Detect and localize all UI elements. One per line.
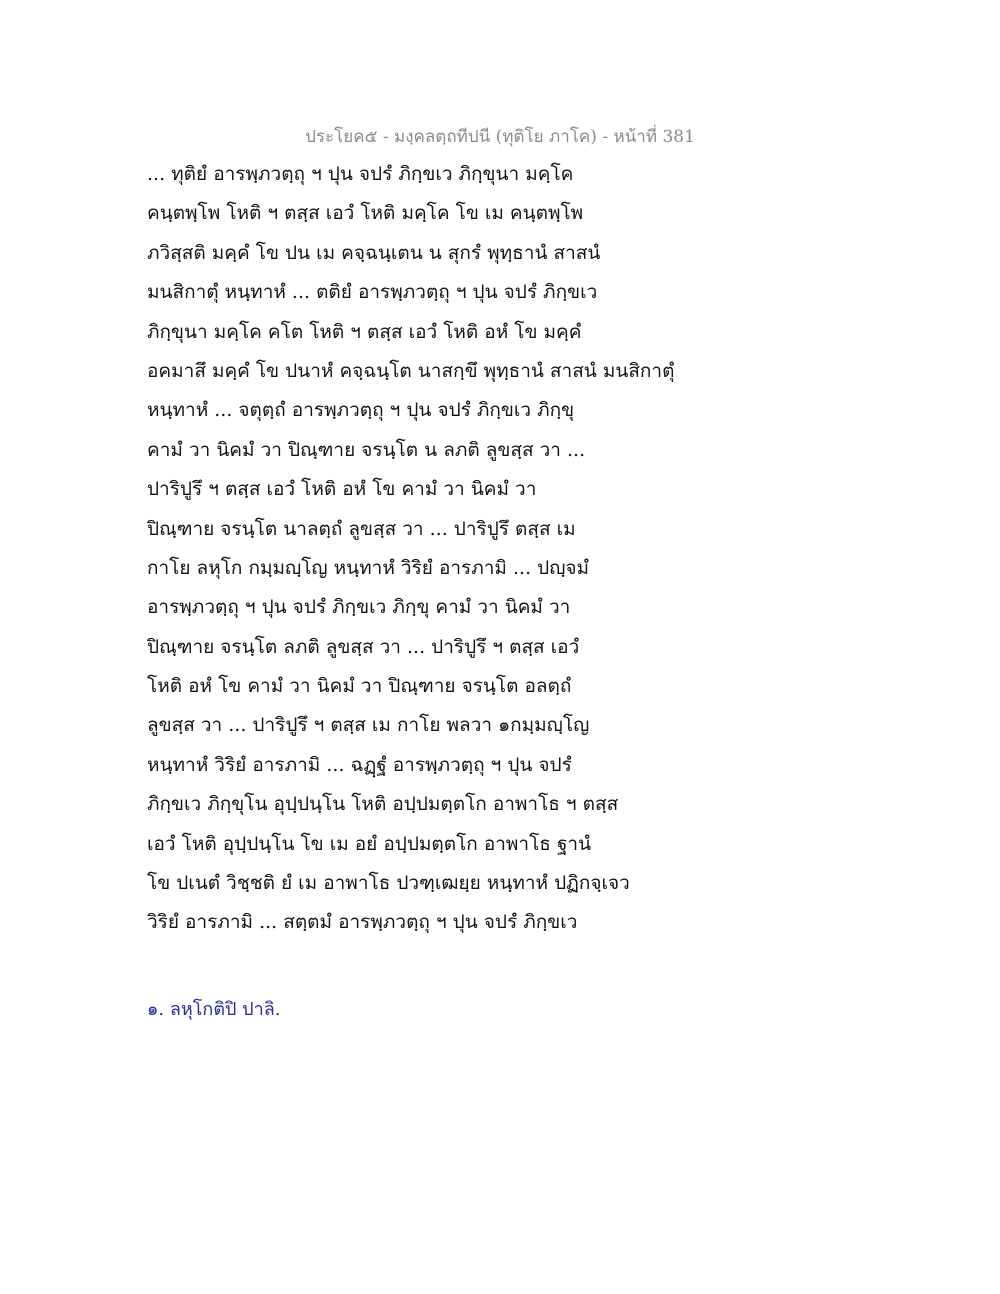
text-line: โข ปเนตํ วิชฺชติ ยํ เม อาพาโธ ปวฑฺเฒยฺย หนฺทาหํ ปฏิกจฺเจว (147, 872, 630, 895)
text-line: ภวิสฺสติ มคฺคํ โข ปน เม คจฺฉนฺเตน น สุกรํ พุทฺธานํ สาสนํ (147, 241, 601, 264)
text-line: คนฺตพฺโพ โหติ ฯ ตสฺส เอวํ โหติ มคฺโค โข เม คนฺตพฺโพ (147, 202, 584, 225)
text-line: โหติ อหํ โข คามํ วา นิคมํ วา ปิณฺฑาย จรนฺโต อลตฺถํ (147, 675, 572, 698)
text-line: ปิณฺฑาย จรนฺโต นาลตฺถํ ลูขสฺส วา ... ปาริปูรึ ตสฺส เม (147, 517, 576, 540)
text-line: ปิณฺฑาย จรนฺโต ลภติ ลูขสฺส วา ... ปาริปูรึ ฯ ตสฺส เอวํ (147, 635, 580, 658)
text-line: หนฺทาหํ วิริยํ อารภามิ ... ฉฏฺฐํ อารพฺภวตฺถุ ฯ ปุน จปรํ (147, 753, 572, 776)
text-line: อารพฺภวตฺถุ ฯ ปุน จปรํ ภิกฺขเว ภิกฺขุ คามํ วา นิคมํ วา (147, 596, 571, 619)
text-line: เอวํ โหติ อุปฺปนฺโน โข เม อยํ อปฺปมตฺตโก อาพาโธ ฐานํ (147, 832, 592, 855)
footnote-1: ๑. ลหุโกติปิ ปาลิ. (147, 999, 281, 1020)
text-line: วิริยํ อารภามิ ... สตฺตมํ อารพฺภวตฺถุ ฯ ปุน จปรํ ภิกฺขเว (147, 911, 578, 934)
body-text (147, 158, 707, 946)
page-running-header: ประโยค๕ - มงฺคลตฺถทีปนี (ทุติโย ภาโค) - หน้าที่ 381 (305, 127, 695, 147)
text-line: ภิกฺขเว ภิกฺขุโน อุปฺปนฺโน โหติ อปฺปมตฺตโก อาพาโธ ฯ ตสฺส (147, 793, 619, 816)
text-line: ลูขสฺส วา ... ปาริปูรึ ฯ ตสฺส เม กาโย พลวา ๑กมฺมญฺโญ (147, 714, 590, 737)
text-line: ภิกฺขุนา มคฺโค คโต โหติ ฯ ตสฺส เอวํ โหติ อหํ โข มคฺคํ (147, 320, 582, 343)
text-line: ... ทุติยํ อารพฺภวตฺถุ ฯ ปุน จปรํ ภิกฺขเว ภิกฺขุนา มคฺโค (147, 163, 574, 185)
text-line: มนสิกาตุํ หนฺทาหํ ... ตติยํ อารพฺภวตฺถุ ฯ ปุน จปรํ ภิกฺขเว (147, 281, 598, 304)
text-line: หนฺทาหํ ... จตุตฺถํ อารพฺภวตฺถุ ฯ ปุน จปรํ ภิกฺขเว ภิกฺขุ (147, 399, 575, 422)
text-line: อคมาสึ มคฺคํ โข ปนาหํ คจฺฉนฺโต นาสกฺขึ พุทฺธานํ สาสนํ มนสิกาตุํ (147, 359, 675, 382)
text-line: คามํ วา นิคมํ วา ปิณฺฑาย จรนฺโต น ลภติ ลูขสฺส วา ... (147, 438, 586, 461)
text-line: ปาริปูรึ ฯ ตสฺส เอวํ โหติ อหํ โข คามํ วา นิคมํ วา (147, 478, 537, 501)
text-line: กาโย ลหุโก กมฺมญฺโญ หนฺทาหํ วิริยํ อารภามิ ... ปญฺจมํ (147, 556, 590, 579)
